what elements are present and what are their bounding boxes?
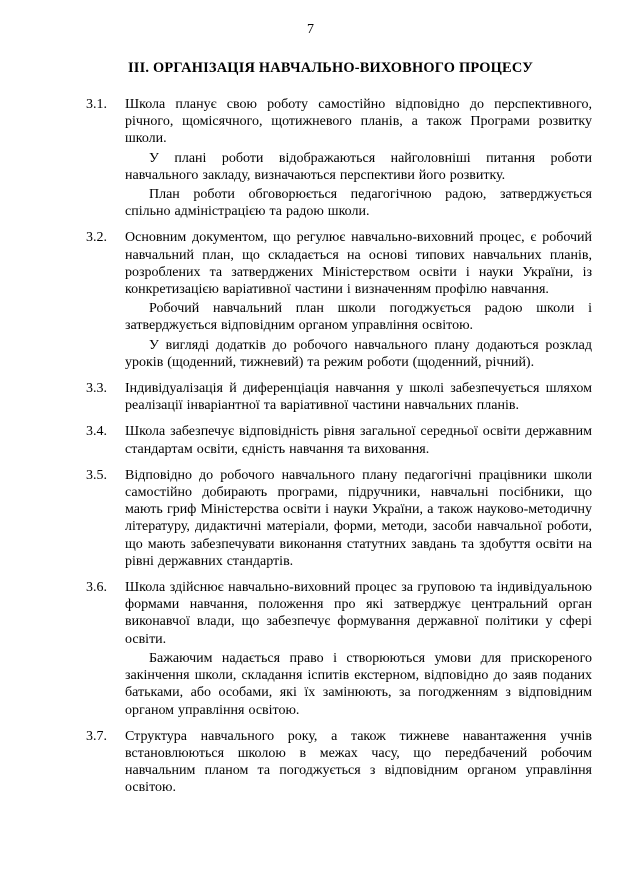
clause-paragraph: У плані роботи відображаються найголовніші питання роботи навчального закладу, визначаються перспективи його розвитку. [125,150,592,183]
clause-item [86,579,592,719]
clause-body [125,229,592,371]
clause-body [125,423,592,457]
section-items [86,96,592,806]
clause-number: 3.4. [86,424,107,440]
clause-paragraph: Школа здійснює навчально-виховний процес за груповою та індивідуальною формами навчання, положення про які затверджує центральний орган виконавчої влади, що забезпечує формування державної політики у сфері освіти. [125,580,592,647]
clause-item [86,229,592,371]
clause-paragraph: План роботи обговорюється педагогічною радою, затверджується спільно адміністрацією та радою школи. [125,187,592,220]
clause-number: 3.1. [86,97,107,112]
clause-body [125,579,592,719]
clause-paragraph: У вигляді додатків до робочого навчального плану додаються розклад уроків (щоденний, тижневий) та режим роботи (щоденний, річний). [125,337,592,370]
clause-body [125,728,592,797]
clause-number: 3.7. [86,728,107,744]
clause-number: 3.5. [86,467,107,483]
clause-paragraph: Школа планує свою роботу самостійно відповідно до перспективного, річного, щомісячного, щотижневого планів, а також Програми розвитку школи. [125,97,592,147]
clause-body [125,467,592,570]
clause-paragraph: Робочий навчальний план школи погоджується радою школи і затверджується відповідним органом управління освітою. [125,301,592,334]
clause-item [86,96,592,220]
clause-paragraph: Школа забезпечує відповідність рівня загальної середньої освіти державним стандартам освіти, єдність навчання та виховання. [125,424,592,457]
clause-paragraph: Індивідуалізація й диференціація навчання у школі забезпечується шляхом реалізації інваріантної та варіативної частини навчальних планів. [125,381,592,414]
clause-body [125,96,592,220]
clause-item [86,423,592,457]
section-title: ІІІ. ОРГАНІЗАЦІЯ НАВЧАЛЬНО-ВИХОВНОГО ПРОЦЕСУ [127,60,534,76]
clause-paragraph: Відповідно до робочого навчального плану педагогічні працівники школи самостійно добирають програми, підручники, навчальні посібники, що мають гриф Міністерства освіти і науки України, а також науково-методичну літературу, дидактичні матеріали, форми, методи, засоби навчальної роботи, що мають забезпечувати виконання статутних завдань та здобуття освіти на рівні державних стандартів. [125,467,592,569]
clause-paragraph: Структура навчального року, а також тижневе навантаження учнів встановлюються школою в межах часу, що передбачений робочим навчальним планом та погоджується з відповідним органом управління освітою. [125,728,592,796]
page-number: 7 [307,22,314,37]
clause-paragraph: Бажаючим надається право і створюються умови для прискореного закінчення школи, складання іспитів екстерном, відповідно до заяв поданих батьками, або особами, які їх замінюють, за погодженням з відповідним органом управління освітою. [125,650,592,718]
clause-item [86,380,592,414]
clause-body [125,380,592,414]
clause-paragraph: Основним документом, що регулює навчально-виховний процес, є робочий навчальний план, що складається на основі типових навчальних планів, розроблених та затверджених Міністерством освіти і науки України, із конкретизацією варіативної частини і визначенням профілю навчання. [125,230,592,298]
clause-item [86,467,592,570]
clause-number: 3.2. [86,230,107,246]
clause-item [86,728,592,797]
clause-number: 3.6. [86,580,107,596]
clause-number: 3.3. [86,381,107,397]
